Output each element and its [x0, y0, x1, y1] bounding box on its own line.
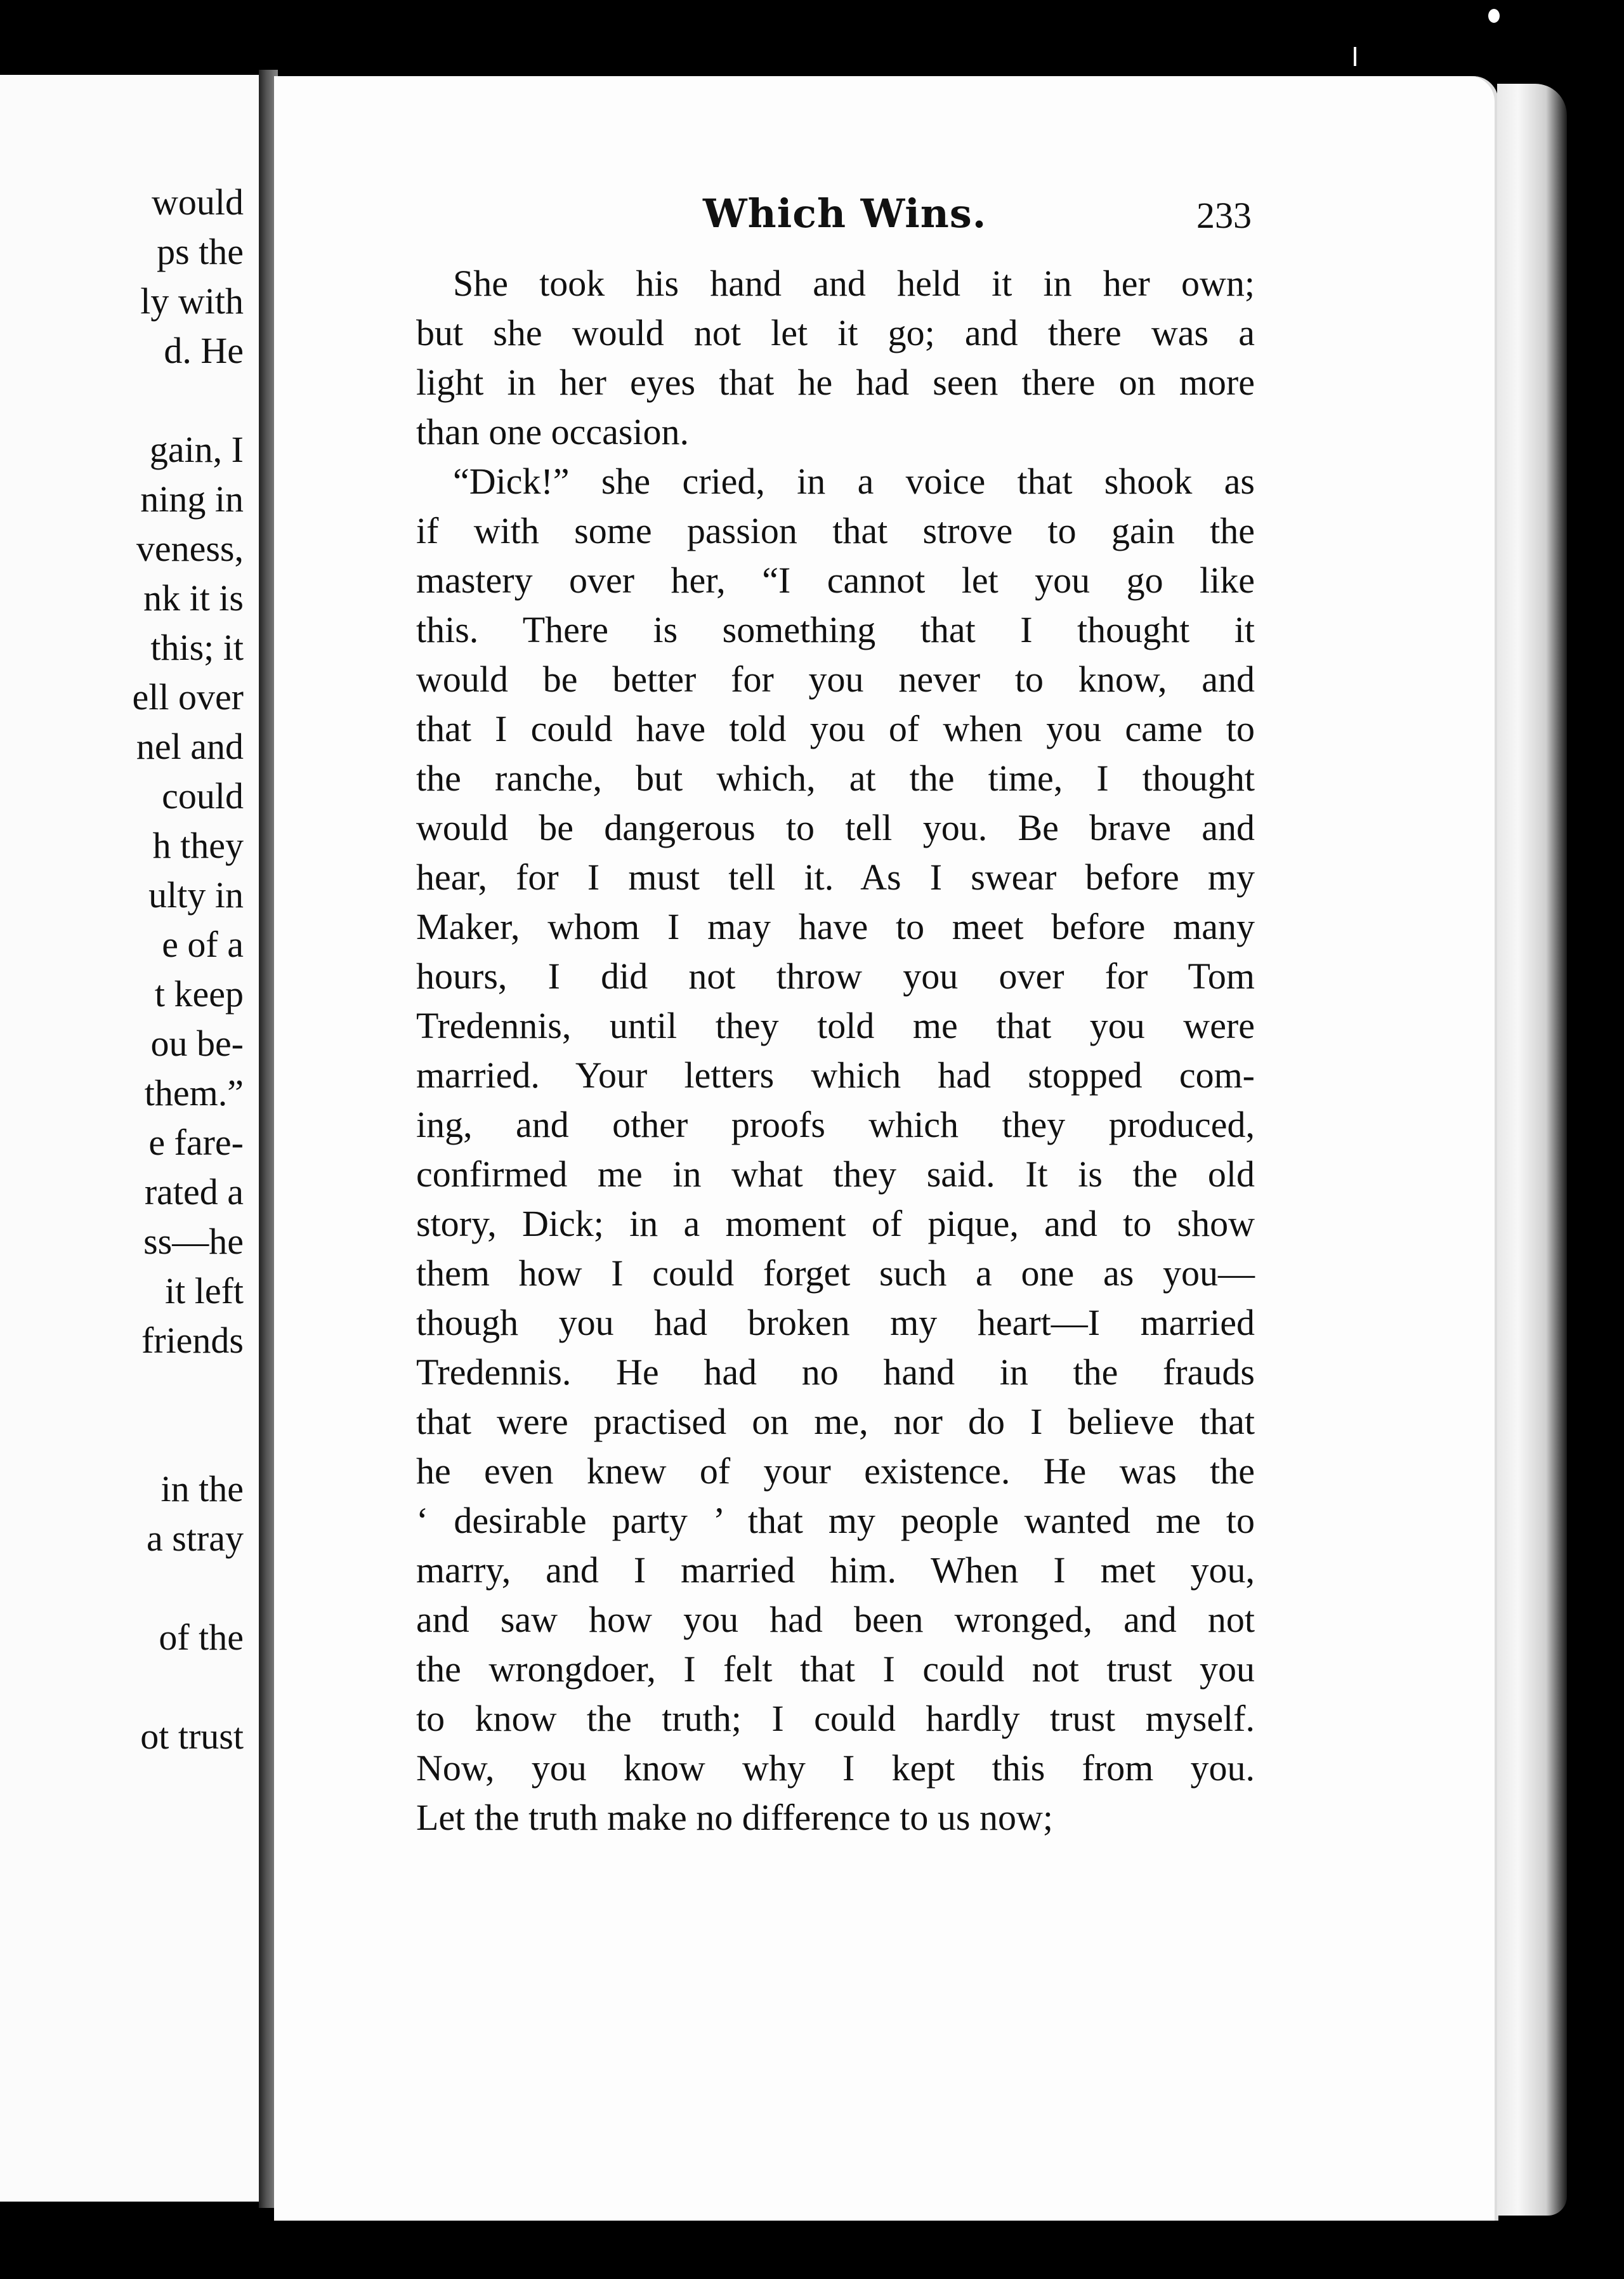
text-line: story, Dick; in a moment of pique, and to show [416, 1203, 1255, 1244]
text-line: would be dangerous to tell you. Be brave and [416, 807, 1255, 848]
left-page-line-fragment: a stray [147, 1518, 244, 1559]
text-line: than one occasion. [416, 411, 690, 452]
scan-speck [1354, 47, 1356, 66]
text-line: “Dick!” she cried, in a voice that shook as [453, 461, 1255, 502]
left-page-line-fragment: would [152, 181, 244, 223]
left-page-line-fragment: them.” [144, 1072, 244, 1113]
left-page-line-fragment: ning in [140, 478, 244, 520]
text-line: hear, for I must tell it. As I swear before my [416, 857, 1255, 898]
left-page-line-fragment: of the [159, 1617, 244, 1658]
left-page-line-fragment: ou be- [150, 1023, 244, 1064]
text-line: Maker, whom I may have to meet before many [416, 906, 1255, 947]
left-page-line-fragment: h they [152, 825, 244, 866]
left-page-line-fragment: ot trust [140, 1716, 244, 1757]
text-line: but she would not let it go; and there was a [416, 312, 1255, 353]
text-line: Let the truth make no difference to us now; [416, 1797, 1053, 1838]
running-title: Which Wins. [703, 190, 987, 237]
text-line: mastery over her, “I cannot let you go like [416, 560, 1255, 601]
left-page-line-fragment: gain, I [149, 429, 244, 470]
left-page-line-fragment: in the [160, 1468, 244, 1509]
left-page-line-fragment: rated a [144, 1171, 244, 1212]
text-line: She took his hand and held it in her own; [453, 263, 1255, 304]
text-line: that were practised on me, nor do I believe that [416, 1401, 1255, 1442]
text-line: this. There is something that I thought it [416, 609, 1255, 650]
text-line: married. Your letters which had stopped com- [416, 1054, 1255, 1096]
text-line: he even knew of your existence. He was the [416, 1450, 1255, 1492]
text-line: light in her eyes that he had seen there on more [416, 362, 1255, 403]
text-line: that I could have told you of when you came to [416, 708, 1255, 749]
left-page-line-fragment: could [162, 775, 244, 817]
text-line: to know the truth; I could hardly trust myself. [416, 1698, 1255, 1739]
text-line: them how I could forget such a one as you— [416, 1252, 1255, 1294]
text-line: ing, and other proofs which they produced, [416, 1104, 1255, 1145]
left-page-line-fragment: ulty in [148, 874, 244, 916]
text-line: if with some passion that strove to gain the [416, 510, 1255, 551]
body-text [416, 259, 1255, 1842]
text-line: Tredennis. He had no hand in the frauds [416, 1351, 1255, 1393]
text-line: marry, and I married him. When I met you, [416, 1549, 1255, 1591]
left-page-line-fragment: it left [164, 1270, 244, 1311]
text-line: though you had broken my heart—I married [416, 1302, 1255, 1343]
text-line: hours, I did not throw you over for Tom [416, 956, 1255, 997]
text-line: the ranche, but which, at the time, I thought [416, 758, 1255, 799]
left-page-line-fragment: this; it [150, 627, 244, 668]
left-page [0, 75, 266, 2202]
text-line: ‘ desirable party ’ that my people wanted me to [416, 1500, 1255, 1541]
scan-speck [1488, 9, 1500, 23]
left-page-line-fragment: e fare- [148, 1122, 244, 1163]
left-page-line-fragment: nel and [136, 726, 244, 767]
left-page-line-fragment: ps the [157, 231, 244, 272]
text-line: Tredennis, until they told me that you were [416, 1005, 1255, 1046]
text-line: confirmed me in what they said. It is the old [416, 1153, 1255, 1195]
text-line: Now, you know why I kept this from you. [416, 1747, 1255, 1789]
page-number: 233 [1196, 195, 1252, 236]
left-page-line-fragment: ly with [140, 280, 244, 322]
left-page-line-fragment: friends [141, 1320, 244, 1361]
left-page-line-fragment: nk it is [143, 577, 244, 619]
left-page-line-fragment: veness, [136, 528, 244, 569]
left-page-line-fragment: d. He [164, 330, 244, 371]
left-page-line-fragment: ss—he [143, 1221, 244, 1262]
text-line: would be better for you never to know, and [416, 659, 1255, 700]
text-line: the wrongdoer, I felt that I could not trust you [416, 1648, 1255, 1690]
page-edge [1497, 84, 1567, 2216]
left-page-line-fragment: t keep [154, 973, 244, 1015]
left-page-line-fragment: ell over [132, 676, 244, 718]
left-page-line-fragment: e of a [162, 924, 244, 965]
text-line: and saw how you had been wronged, and not [416, 1599, 1255, 1640]
